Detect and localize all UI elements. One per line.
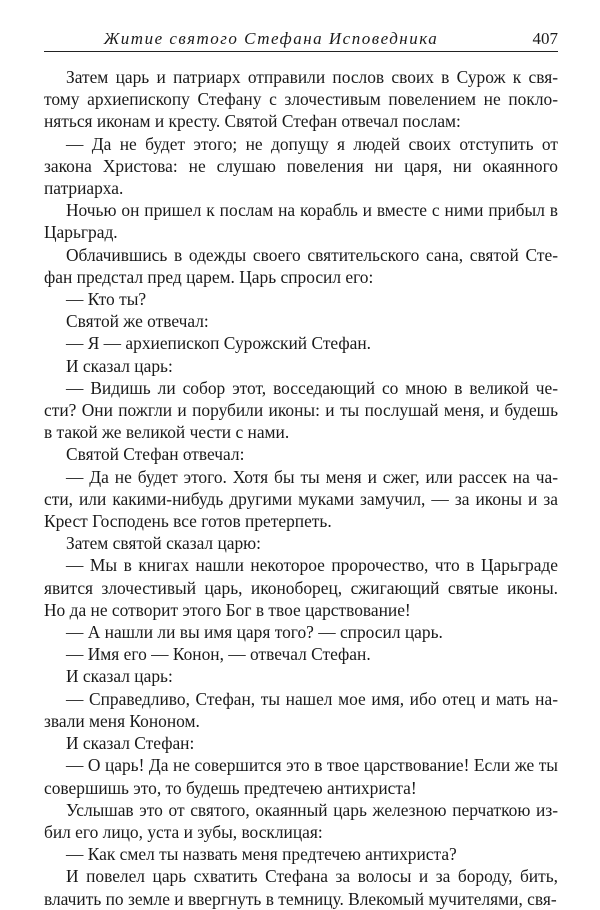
paragraph: И сказал царь: [66,355,173,376]
paragraph: Услышав это от святого, окаянный царь железною перчаткою избил его лицо, уста и зубы, восклицая: [44,799,558,842]
paragraph: Ночью он пришел к послам на корабль и вместе с ними прибыл в Царьград. [44,200,558,243]
paragraph: И сказал царь: [66,666,173,687]
paragraph: И повелел царь схватить Стефана за волосы и за бороду, бить, влачить по земле и ввергнуть в темницу. Влекомый мучителями, свя- [44,866,558,909]
page-number: 407 [532,29,558,48]
paragraph: Облачившись в одежды своего святительского сана, святой Стефан предстал пред царем. Царь спросил его: [44,244,558,287]
paragraph: И сказал Стефан: [66,733,195,754]
paragraph: — Как смел ты назвать меня предтечею антихриста? [66,844,457,865]
paragraph: — Я — архиепископ Сурожский Стефан. [66,333,371,354]
paragraph: — А нашли ли вы имя царя того? — спросил царь. [66,622,443,643]
paragraph: — Справедливо, Стефан, ты нашел мое имя, ибо отец и мать назвали меня Кононом. [44,688,558,731]
paragraph: — Мы в книгах нашли некоторое пророчество, что в Царьграде явится злочестивый царь, иконоборец, сжигающий святые иконы. Но да не сотворит этого Бог в твое царствование! [44,555,558,620]
paragraph: — О царь! Да не совершится это в твое царствование! Если же ты совершишь это, то будешь предтечею антихриста! [44,755,558,798]
header-rule [44,51,558,52]
running-head [44,28,558,52]
paragraph: — Видишь ли собор этот, восседающий со мною в великой чести? Они пожгли и порубили иконы: и ты послушай меня, и будешь в такой же великой чести с нами. [44,377,558,443]
paragraph: Святой же отвечал: [66,311,209,332]
body-text [44,66,558,910]
paragraph: — Имя его — Конон, — отвечал Стефан. [66,644,371,665]
paragraph: Затем царь и патриарх отправили послов своих в Сурож к святому архиепископу Стефану с злочестивым повелением не поклоняться иконам и кресту. Святой Стефан отвечал послам: [44,67,558,132]
paragraph: Святой Стефан отвечал: [66,444,245,465]
paragraph: — Да не будет этого. Хотя бы ты меня и сжег, или рассек на части, или какими-нибудь другими муками замучил, — за иконы и за Крест Господень все готов претерпеть. [44,466,558,532]
paragraph: — Да не будет этого; не допущу я людей своих отступить от закона Христова: не слушаю повеления ни царя, ни окаянного патриарха. [44,133,558,199]
paragraph: — Кто ты? [66,289,147,310]
running-title: Житие святого Стефана Исповедника [103,29,439,48]
paragraph: Затем святой сказал царю: [66,533,262,554]
